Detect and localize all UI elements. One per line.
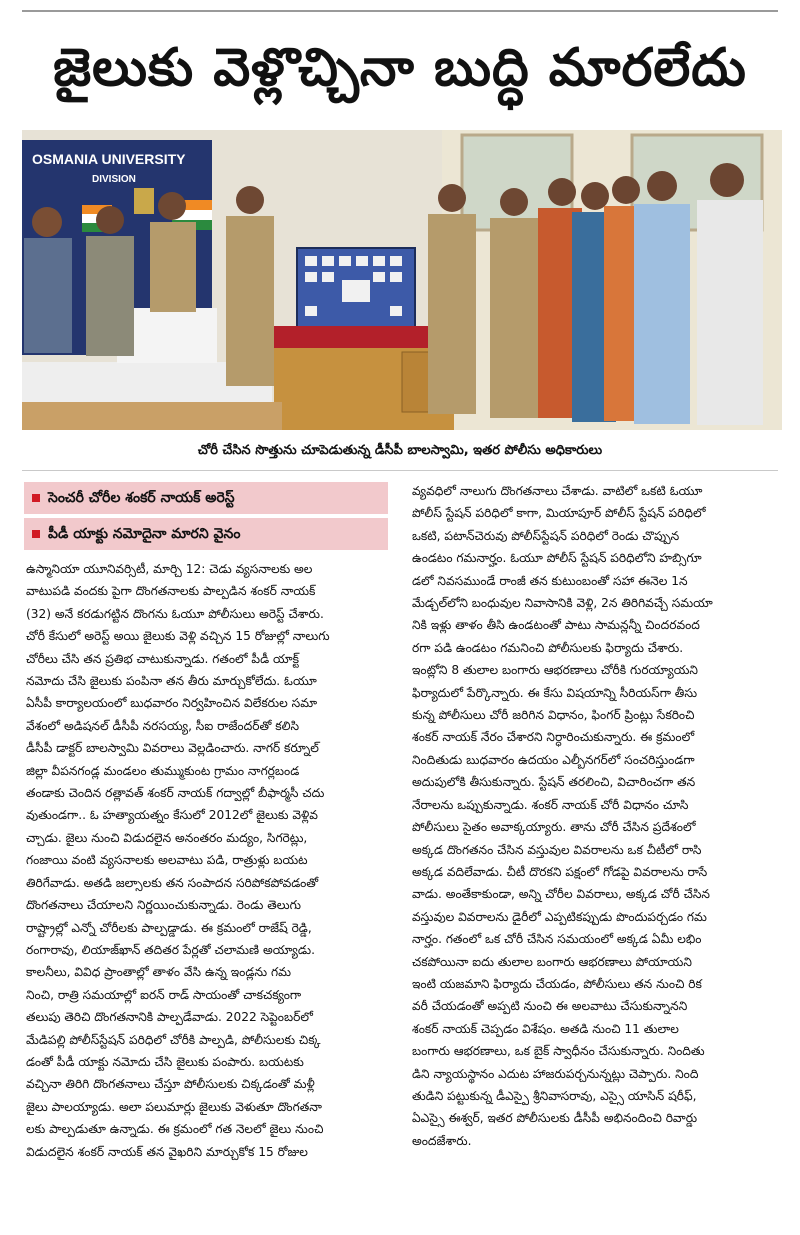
article-line: ఇంటి యజమాని ఫిర్యాదు చేయడం, పోలీసులు తన నుంచి రిక [412, 976, 702, 991]
article-column-left [26, 558, 388, 1163]
article-line: రగా పడి ఉండటం గమనించి పోలీసులకు ఫిర్యాదు చేశారు. [412, 640, 684, 655]
article-line: వాడు. అంతేకాకుండా, అన్ని చోరీల వివరాలు, అక్కడ చోరీ చేసిన [412, 887, 710, 902]
article-line: నేరాలను ఒప్పుకున్నాడు. శంకర్ నాయక్ చోరీ విధానం చూసి [412, 797, 689, 812]
article-line: డలో నివసముండే రాంజీ తన కుటుంబంతో సహా ఈనెల 1న [412, 573, 688, 588]
article-line: వ్యవధిలో నాలుగు దొంగతనాలు చేశాడు. వాటిలో ఒకటి ఓయూ [412, 484, 703, 498]
article-line: చోరీ కేసులో అరెస్ట్ అయి జైలుకు వెళ్లి వచ్చిన 15 రోజుల్లో నాలుగు [26, 629, 330, 644]
news-photo [22, 130, 782, 430]
article-line: ఇంట్లోని 8 తులాల బంగారు ఆభరణాలు చోరీకి గురయ్యాయని [412, 663, 698, 678]
banner-line2: DIVISION [92, 174, 136, 185]
article-line: కాలనీలు, వివిధ ప్రాంతాల్లో తాళం వేసి ఉన్న ఇండ్లను గమ [26, 965, 292, 980]
article-line: శంకర్ నాయక్ నేరం చేశారని నిర్ధారించుకున్నారు. ఈ క్రమంలో [412, 730, 695, 745]
article-line: చకపోయినా ఐదు తులాల బంగారు ఆభరణాలు పోయాయని [412, 954, 692, 969]
article-line: విడుదలైన శంకర్ నాయక్ తన వైఖరిని మార్చుకోక 15 రోజుల [26, 1144, 308, 1159]
highlights [24, 482, 388, 554]
article-line: డంతో పీడీ యాక్టు నమోదు చేసి జైలుకు పంపారు. బయటకు [26, 1054, 304, 1069]
article-line: కున్న పోలీసులు చోరీ జరిగిన విధానం, ఫింగర్ ప్రింట్లు సేకరించి [412, 708, 695, 723]
article-line: అందజేశారు. [412, 1133, 472, 1148]
article-line: (32) అనే కరడుగట్టిన దొంగను ఓయూ పోలీసులు అరెస్ట్ చేశారు. [26, 606, 324, 621]
article-line: బంగారు ఆభరణాలు, ఒక బైక్ స్వాధీనం చేసుకున్నారు. నిందితు [412, 1044, 705, 1059]
article-line: నించి, రాత్రి సమయాల్లో ఐరన్ రాడ్ సాయంతో చాకచక్యంగా [26, 987, 302, 1002]
highlight-text: పీడీ యాక్టు నమోదైనా మారని వైనం [48, 526, 241, 542]
article-line: వచ్చినా తిరిగి దొంగతనాలు చేస్తూ పోలీసులకు చిక్కడంతో మళ్లీ [26, 1077, 315, 1092]
article-line: దొంగతనాలు చేయాలని నిర్ణయించుకున్నాడు. రెండు తెలుగు [26, 898, 301, 913]
article-line: మేడ్చల్‌లోని బంధువుల నివాసానికి వెళ్లి, 2న తిరిగివచ్చే సమయా [412, 596, 713, 611]
article-line: ఏసీపీ కార్యాలయంలో బుధవారం నిర్వహించిన విలేకరుల సమా [26, 696, 318, 711]
article-line: వేశంలో అడిషనల్ డీసీపీ నరసయ్య, సీఐ రాజేందర్‌తో కలిసి [26, 718, 300, 733]
top-rule [22, 10, 778, 12]
article-line: ఒకటి, పటాన్‌చెరువు పోలీస్‌స్టేషన్ పరిధిలో రెండు చొప్పున [412, 528, 680, 543]
article-line: అక్కడ వదిలేవాడు. చీటీ దొరకని పక్షంలో గోడపై వివరాలను రాసే [412, 864, 708, 879]
article-line: రాష్ట్రాల్లో ఎన్నో చోరీలకు పాల్పడ్డాడు. ఈ క్రమంలో రాజేష్ రెడ్డి, [26, 920, 312, 935]
highlight-item [24, 518, 388, 550]
article-line: చ్చాడు. జైలు నుంచి విడుదలైన అనంతరం మద్యం, సిగరెట్లు, [26, 830, 308, 845]
article-line: అక్కడ దొంగతనం చేసిన వస్తువుల వివరాలను ఒక చీటీలో రాసి [412, 842, 702, 857]
article-line: చోరీలు చేసి తన ప్రతిభ చాటుకున్నాడు. గతంలో పీడీ యాక్ట్ [26, 651, 299, 666]
article-line: తిరిగేవాడు. అతడి జల్సాలకు తన సంపాదన సరిపోకపోవడంతో [26, 875, 319, 890]
article-line: జైలు పాలయ్యాడు. అలా పలుమార్లు జైలుకు వెళుతూ దొంగతనా [26, 1099, 322, 1114]
article-line: గంజాయి వంటి వ్యసనాలకు అలవాటు పడి, రాత్రుళ్లు బయట [26, 853, 308, 868]
bullet-square-icon [32, 530, 40, 538]
article-line: తుడిని పట్టుకున్న డీఎస్పై శ్రీనివాసరావు, ఎస్సై యాసిన్ షరీఫ్, [412, 1088, 697, 1103]
article-line: వస్తువుల వివరాలను డైరీలో ఎప్పటికప్పుడు పొందుపర్చడం గమ [412, 909, 707, 924]
article-line: ఫిర్యాదులో పేర్కొన్నారు. ఈ కేసు విషయాన్ని సీరియస్‌గా తీసు [412, 685, 698, 700]
bullet-square-icon [32, 494, 40, 502]
article-line: డిని న్యాయస్థానం ఎదుట హాజరుపర్చనున్నట్లు చెప్పారు. నింది [412, 1066, 699, 1081]
article-line: ఉండటం గమనార్హం. ఓయూ పోలీస్ స్టేషన్ పరిధిలోని హబ్సిగూ [412, 551, 702, 566]
article-line: డీసీపీ డాక్టర్ బాలస్వామి వివరాలు వెల్లడించారు. నాగర్ కర్నూల్ [26, 741, 319, 756]
article-line: శంకర్ నాయక్ చెప్పడం విశేషం. అతడి నుంచి 11 తులాల [412, 1021, 679, 1036]
article-line: లకు పాల్పడుతూ ఉన్నాడు. ఈ క్రమంలో గత నెలలో జైలు నుంచి [26, 1122, 324, 1137]
article-line: రంగారావు, లియాజ్‌ఖాన్ తదితర పేర్లతో చలామణి అయ్యాడు. [26, 942, 315, 957]
article-line: తండాకు చెందిన రత్లావత్ శంకర్ నాయక్ గద్వాల్లో బీఫార్మసీ చదు [26, 786, 325, 801]
article-line: నిందితుడు బుధవారం ఉదయం ఎల్బీనగర్‌లో సంచరిస్తుండగా [412, 752, 695, 767]
article-line: మేడిపల్లి పోలీస్‌స్టేషన్ పరిధిలో చోరీకి పాల్పడి, పోలీసులకు చిక్క [26, 1032, 321, 1047]
article-line: వాటుపడి వందకు పైగా దొంగతనాలకు పాల్పడిన శంకర్ నాయక్ [26, 584, 316, 599]
article-line: పోలీస్ స్టేషన్ పరిధిలో కాగా, మియాపూర్ పోలీస్ స్టేషన్ పరిధిలో [412, 506, 706, 521]
highlight-item [24, 482, 388, 514]
article-line: నికి ఇళ్లు తాళం తీసి ఉండటంతో పాటు సామన్లన్నీ చిందరవంద [412, 618, 700, 633]
article-line: వుతుండగా.. ఓ హత్యాయత్నం కేసులో 2012లో జైలుకు వెళ్లివ [26, 808, 318, 823]
article-line: జిల్లా వీపనగండ్ల మండలం తుమ్ముకుంట గ్రామం నాగర్లబండ [26, 763, 300, 778]
article-line: తలుపు తెరిచి దొంగతనానికి పాల్పడేవాడు. 2022 సెప్టెంబర్‌లో [26, 1010, 313, 1025]
article-column-right [412, 480, 776, 1152]
article-line: అదుపులోకి తీసుకున్నారు. స్టేషన్ తరలించి, విచారించగా తన [412, 775, 696, 790]
banner-line1: OSMANIA UNIVERSITY [32, 151, 186, 167]
caption-rule [22, 470, 778, 471]
article-line: పోలీసులు సైతం అవాక్కయ్యారు. తాను చోరీ చేసిన ప్రదేశంలో [412, 820, 696, 835]
photo-caption: చోరీ చేసిన సొత్తును చూపెడుతున్న డీసీపీ బాలస్వామి, ఇతర పోలీసు అధికారులు [197, 443, 603, 458]
article-line: నార్హం. గతంలో ఒక చోరీ చేసిన సమయంలో అక్కడ ఏమీ లభిం [412, 932, 702, 947]
highlight-text: సెంచరీ చోరీల శంకర్ నాయక్ అరెస్ట్ [48, 490, 235, 506]
article-line: వరీ చేయడంతో అప్పటి నుంచి ఈ అలవాటు చేసుకున్నానని [412, 999, 688, 1014]
article-line: ఉస్మానియా యూనివర్సిటీ, మార్చి 12: చెడు వ్యసనాలకు అల [26, 562, 313, 576]
article-line: నమోదు చేసి జైలుకు పంపినా తన తీరు మార్చుకోలేదు. ఓయూ [26, 674, 317, 689]
headline: జైలుకు వెళ్లొచ్చినా బుద్ధి మారలేదు [53, 38, 747, 98]
article-line: ఏఎస్సై ఈశ్వర్, ఇతర పోలీసులకు డీసీపీ అభినందించి రివార్డు [412, 1111, 698, 1126]
